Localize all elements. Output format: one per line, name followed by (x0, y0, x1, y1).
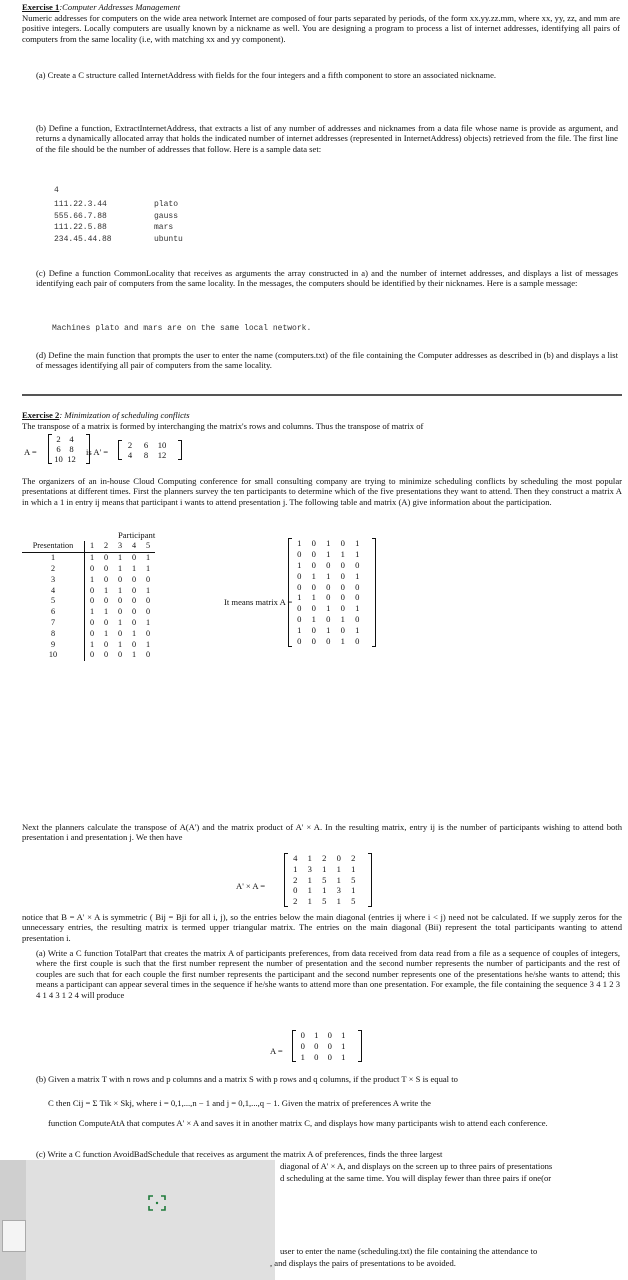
table-cell: 1 (131, 563, 137, 573)
matrix-cell: 0 (326, 581, 331, 592)
table-cell: 0 (103, 650, 109, 660)
table-cell: 0 (85, 628, 100, 639)
table-cell: 0 (145, 650, 151, 660)
table-row-label: 8 (50, 628, 56, 638)
matrix-cell: 10 (54, 454, 63, 464)
table-column-header: 4 (127, 541, 141, 552)
table-cell: 0 (117, 607, 123, 617)
matrix-row (122, 450, 178, 460)
table-cell: 1 (145, 585, 151, 595)
matrix-a-transpose-example (118, 440, 182, 460)
table-cell: 0 (145, 607, 151, 617)
table-row-label: 10 (48, 650, 58, 660)
matrix-cell: 1 (322, 863, 327, 874)
matrix-row (288, 864, 368, 875)
matrix-cell: 0 (327, 1051, 332, 1062)
matrix-row (288, 896, 368, 907)
notice-paragraph: notice that B = A' × A is symmetric ( Bij = Bji for all i, j), so the entries below the main diagonal (entries ij where i < j) need not be calculated. If we supply zeros for the unnecessary entries, the resulting matrix is termed upper triangular matrix. The entries on the main diagonal (Bii) represent the total participants wanting to attend presentation i. (22, 912, 622, 943)
matrix-row (292, 560, 372, 571)
participation-table (22, 541, 155, 661)
matrix-cell: 1 (307, 896, 312, 907)
table-cell: 0 (131, 617, 137, 627)
matrix-cell: 0 (311, 538, 316, 548)
table-header-presentation: Presentation (22, 541, 85, 552)
organizers-paragraph: The organizers of an in-house Cloud Computing conference for small consulting company are trying to minimize scheduling conflicts by scheduling the most popular presentations at different times. First the planners survey the ten participants to determine which of the five presentations they want to attend. Then they construct a matrix A in which a 1 in entry ij means that participant i wants to attend presentation j. The following table and matrix (A) give information about the participation. (22, 476, 622, 507)
table-row-label: 9 (50, 639, 56, 649)
matrix-cell: 4 (69, 434, 74, 444)
matrix-cell: 0 (311, 603, 316, 614)
table-cell: 1 (117, 617, 123, 627)
table-cell: 0 (85, 585, 100, 596)
matrix-cell: 1 (314, 1030, 319, 1040)
scanner-panel (0, 1160, 275, 1280)
matrix-cell: 0 (340, 625, 345, 636)
table-cell: 0 (103, 617, 109, 627)
exercise-1-part-c: (c) Define a function CommonLocality that receives as arguments the array constructed in a) and the number of internet addresses, and displays a list of messages identifying each pair of computers from the same locality. In the messages, the computers should be identified by their nicknames. Here is a sample message: (36, 268, 618, 289)
table-row (22, 639, 155, 650)
transpose-intro: The transpose of a matrix is formed by interchanging the matrix's rows and columns. Thus the transpose of matrix of (22, 421, 424, 431)
matrix-cell: 12 (67, 454, 76, 464)
table-row (22, 628, 155, 639)
exercise-1-title: Exercise 1:Computer Addresses Management (22, 2, 181, 12)
exercise-1-part-b: (b) Define a function, ExtractInternetAddress, that extracts a list of any number of addresses and nicknames from a data file whose name is provide as argument, and returns a dynamically allocated array that holds the indicated number of internet addresses (represented in InternetAddress) objects) retrieved from the file. The first line of the file should be the number of addresses that follow. Here is a sample data set: (36, 123, 618, 154)
participant-header: Participant (118, 530, 156, 540)
matrix-cell: 1 (341, 1051, 346, 1062)
matrix-cell: 0 (340, 570, 345, 581)
table-cell: 0 (117, 650, 123, 660)
matrix-cell: 0 (300, 1030, 305, 1040)
exercise-2-part-d-line2: , and displays the pairs of presentations to be avoided. (270, 1258, 456, 1268)
matrix-cell: 1 (336, 896, 341, 907)
matrix-cell: 2 (293, 874, 298, 885)
table-cell: 1 (131, 650, 137, 660)
matrix-cell: 0 (311, 636, 316, 647)
matrix-cell: 0 (297, 614, 302, 625)
table-cell: 0 (131, 639, 137, 649)
matrix-cell: 0 (340, 538, 345, 548)
small-matrix-label: A = (270, 1046, 283, 1056)
matrix-cell: 1 (340, 636, 345, 647)
matrix-cell: 1 (326, 603, 331, 614)
table-cell: 0 (85, 650, 100, 661)
matrix-cell: 0 (326, 614, 331, 625)
matrix-cell: 1 (307, 885, 312, 896)
matrix-cell: 0 (326, 592, 331, 603)
matrix-cell: 1 (341, 1040, 346, 1051)
matrix-row (122, 440, 178, 450)
table-cell: 0 (103, 574, 109, 584)
table-cell: 0 (131, 553, 137, 563)
exercise-1-part-a: (a) Create a C structure called InternetAddress with fields for the four integers and a fifth component to store an associated nickname. (36, 70, 497, 80)
sample-nickname: ubuntu (154, 234, 183, 244)
matrix-cell: 0 (293, 885, 298, 896)
table-row (22, 552, 155, 563)
matrix-row (292, 571, 372, 582)
matrix-cell: 12 (157, 450, 167, 460)
matrix-cell: 2 (127, 440, 133, 450)
matrix-cell: 0 (300, 1040, 305, 1051)
table-row-label: 7 (50, 617, 56, 627)
table-row-label: 3 (50, 574, 56, 584)
matrix-cell: 4 (127, 450, 133, 460)
matrix-a-example (48, 434, 90, 464)
matrix-cell: 0 (297, 603, 302, 614)
exercise-1-intro: Numeric addresses for computers on the wide area network Internet are composed of four parts separated by periods, of the form xx.yy.zz.mm, where xx, yy, zz, and mm are positive integers. Locally computers are usually known by a nickname as well. You are designing a program to process a list of internet addresses, identifying all pairs of computers from the same locality (i.e, with matching xx and yy component). (22, 13, 620, 44)
exercise-2-part-c-line1: (c) Write a C function AvoidBadSchedule that receives as argument the matrix A of preferences, finds the three largest (36, 1149, 443, 1159)
table-row-label: 2 (50, 563, 56, 573)
matrix-cell: 0 (340, 581, 345, 592)
matrix-cell: 5 (351, 896, 356, 907)
sample-count: 4 (54, 186, 59, 195)
matrix-row (52, 454, 86, 464)
matrix-cell: 1 (297, 559, 302, 570)
matrix-cell: 1 (351, 863, 356, 874)
matrix-row (288, 885, 368, 896)
scan-frame-icon[interactable] (148, 1195, 166, 1211)
exercise-2-part-c-line2: diagonal of A' × A, and displays on the screen up to three pairs of presentations (280, 1161, 553, 1171)
matrix-cell: 1 (336, 863, 341, 874)
matrix-cell: 1 (311, 614, 316, 625)
table-row-label: 1 (50, 553, 56, 563)
next-paragraph: Next the planners calculate the transpose of A(A') and the matrix product of A' × A. In the resulting matrix, entry ij is the number of participants wishing to attend both presentation i and presentation j. We then have (22, 822, 622, 843)
matrix-cell: 1 (297, 625, 302, 636)
table-cell: 1 (103, 607, 109, 617)
matrix-cell: 0 (340, 603, 345, 614)
table-cell: 1 (85, 574, 100, 585)
matrix-row (292, 603, 372, 614)
table-row-label: 5 (50, 596, 56, 606)
matrix-cell: 8 (69, 444, 74, 454)
table-cell: 0 (131, 607, 137, 617)
table-row (22, 574, 155, 585)
matrix-cell: 0 (311, 559, 316, 570)
sample-data-list (54, 200, 274, 246)
table-column-header: 3 (113, 541, 127, 552)
table-cell: 1 (85, 552, 100, 563)
matrix-row (292, 636, 372, 647)
product-matrix (284, 853, 372, 907)
matrix-cell: 1 (297, 538, 302, 548)
sample-ip: 234.45.44.88 (54, 234, 112, 244)
matrix-cell: 1 (351, 885, 356, 896)
matrix-cell: 1 (326, 548, 331, 559)
matrix-cell: 0 (311, 625, 316, 636)
sample-message: Machines plato and mars are on the same local network. (52, 324, 312, 333)
transpose-label: is A' = (86, 447, 109, 457)
table-cell: 0 (117, 628, 123, 638)
matrix-cell: 1 (355, 538, 360, 548)
matrix-cell: 0 (340, 559, 345, 570)
matrix-cell: 0 (314, 1051, 319, 1062)
matrix-cell: 1 (326, 625, 331, 636)
matrix-row (292, 549, 372, 560)
matrix-row (288, 875, 368, 886)
exercise-2-part-b-line3: function ComputeAtA that computes A' × A and saves it in another matrix C, and displays how many participants wish to attend each conference. (48, 1118, 548, 1128)
small-matrix-a (292, 1030, 362, 1062)
table-cell: 1 (145, 617, 151, 627)
matrix-cell: 0 (297, 548, 302, 559)
matrix-cell: 3 (336, 885, 341, 896)
matrix-cell: 1 (355, 570, 360, 581)
table-cell: 0 (103, 553, 109, 563)
table-cell: 1 (85, 607, 100, 618)
matrix-cell: 1 (322, 885, 327, 896)
exercise-2-part-b-line1: (b) Given a matrix T with n rows and p columns and a matrix S with p rows and q columns, if the product T × S is equal to (36, 1074, 458, 1084)
matrix-row (292, 614, 372, 625)
matrix-cell: 4 (293, 853, 298, 863)
matrix-row (296, 1052, 358, 1063)
sample-ip: 111.22.3.44 (54, 200, 107, 209)
table-cell: 0 (103, 596, 109, 606)
matrix-cell: 5 (322, 874, 327, 885)
matrix-row (292, 538, 372, 549)
table-cell: 0 (85, 618, 100, 629)
sample-data-row (54, 200, 274, 212)
matrix-cell: 1 (326, 570, 331, 581)
exercise-2-part-d-line1: user to enter the name (scheduling.txt) the file containing the attendance to (280, 1246, 538, 1256)
table-cell: 1 (145, 563, 151, 573)
sample-nickname: gauss (154, 211, 179, 221)
matrix-cell: 0 (327, 1030, 332, 1040)
sample-ip: 555.66.7.88 (54, 211, 107, 221)
matrix-cell: 1 (293, 863, 298, 874)
matrix-cell: 0 (355, 559, 360, 570)
exercise-2-part-b-line2: C then Cij = Σ Tik × Skj, where i = 0,1,...,n − 1 and j = 0,1,...,q − 1. Given the matrix of preferences A write the (48, 1098, 431, 1108)
table-column-header: 5 (141, 541, 155, 552)
matrix-cell: 3 (307, 863, 312, 874)
table-cell: 0 (131, 585, 137, 595)
matrix-cell: 1 (355, 548, 360, 559)
table-row (22, 596, 155, 607)
matrix-a-label: A = (24, 447, 37, 457)
sample-data-row (54, 235, 274, 247)
table-row (22, 564, 155, 575)
matrix-cell: 0 (326, 559, 331, 570)
matrix-cell: 1 (355, 625, 360, 636)
table-cell: 1 (131, 628, 137, 638)
product-label: A' × A = (236, 881, 266, 891)
matrix-row (292, 592, 372, 603)
matrix-cell: 1 (336, 874, 341, 885)
matrix-cell: 0 (311, 581, 316, 592)
matrix-row (296, 1030, 358, 1041)
sample-nickname: plato (154, 200, 179, 209)
matrix-row (292, 582, 372, 593)
table-cell: 1 (117, 553, 123, 563)
participation-matrix-a (288, 538, 376, 647)
matrix-cell: 0 (314, 1040, 319, 1051)
matrix-row (52, 434, 86, 444)
matrix-cell: 5 (351, 874, 356, 885)
matrix-cell: 1 (355, 603, 360, 614)
table-cell: 1 (117, 585, 123, 595)
matrix-row (52, 444, 86, 454)
table-cell: 0 (117, 596, 123, 606)
matrix-cell: 6 (56, 444, 61, 454)
sample-data-row (54, 223, 274, 235)
matrix-row (288, 853, 368, 864)
matrix-cell: 0 (327, 1040, 332, 1051)
table-row-label: 6 (50, 607, 56, 617)
matrix-cell: 0 (297, 636, 302, 647)
matrix-cell: 5 (322, 896, 327, 907)
table-cell: 1 (85, 639, 100, 650)
section-divider (22, 394, 622, 396)
matrix-cell: 10 (157, 440, 167, 450)
table-cell: 0 (117, 574, 123, 584)
matrix-cell: 2 (351, 853, 356, 863)
matrix-cell: 0 (311, 548, 316, 559)
table-cell: 1 (103, 585, 109, 595)
table-column-header: 1 (85, 541, 100, 552)
exercise-2-part-a: (a) Write a C function TotalPart that creates the matrix A of participants preferences, from data received from data read from a file as a sequence of couples of integers, where the first couple is such that the first number represent the number of presentation and the second number represents the number of participants and the rest of couples are such that for each couple the first number represents the participant and the second number represents one of the presentations he/she wants to attend; this means a participant can appear several times in the sequence if he/she wants to attend more than one presentation. For example, the file containing the sequence 3 4 1 2 3 4 1 4 3 1 2 4 will produce (36, 948, 620, 1000)
matrix-cell: 1 (311, 570, 316, 581)
exercise-2-title: Exercise 2: Minimization of scheduling conflicts (22, 410, 190, 420)
table-row (22, 607, 155, 618)
table-cell: 1 (103, 628, 109, 638)
table-row-label: 4 (50, 585, 56, 595)
table-cell: 0 (131, 596, 137, 606)
table-cell: 0 (85, 596, 100, 607)
table-cell: 1 (145, 553, 151, 563)
matrix-cell: 1 (340, 548, 345, 559)
table-cell: 0 (145, 628, 151, 638)
matrix-cell: 0 (336, 853, 341, 863)
matrix-cell: 0 (340, 592, 345, 603)
matrix-cell: 0 (355, 614, 360, 625)
table-cell: 0 (131, 574, 137, 584)
matrix-cell: 1 (307, 853, 312, 863)
table-cell: 1 (117, 563, 123, 573)
matrix-cell: 0 (355, 581, 360, 592)
table-row (22, 618, 155, 629)
matrix-row (296, 1041, 358, 1052)
matrix-cell: 0 (355, 636, 360, 647)
exercise-1-part-d: (d) Define the main function that prompts the user to enter the name (computers.txt) of the file containing the Computer addresses as described in (b) and displays a list of messages identifying all pair of computers from the same locality. (36, 350, 618, 371)
table-cell: 0 (103, 639, 109, 649)
table-cell: 0 (103, 563, 109, 573)
matrix-cell: 2 (56, 434, 61, 444)
matrix-cell: 8 (143, 450, 149, 460)
table-cell: 1 (117, 639, 123, 649)
matrix-cell: 0 (355, 592, 360, 603)
table-row (22, 650, 155, 661)
table-column-header: 2 (99, 541, 113, 552)
matrix-cell: 6 (143, 440, 149, 450)
matrix-cell: 2 (293, 896, 298, 907)
matrix-row (292, 625, 372, 636)
matrix-cell: 1 (297, 592, 302, 603)
matrix-cell: 1 (326, 538, 331, 548)
matrix-cell: 1 (341, 1030, 346, 1040)
matrix-cell: 1 (307, 874, 312, 885)
table-row (22, 585, 155, 596)
matrix-cell: 0 (297, 581, 302, 592)
table-cell: 0 (145, 596, 151, 606)
sample-data-row (54, 212, 274, 224)
page-thumbnail[interactable] (2, 1220, 26, 1252)
sample-nickname: mars (154, 223, 174, 232)
matrix-cell: 0 (326, 636, 331, 647)
exercise-2-part-c-line3: d scheduling at the same time. You will display fewer than three pairs if one(or (280, 1173, 552, 1183)
table-cell: 1 (145, 639, 151, 649)
table-cell: 0 (145, 574, 151, 584)
matrix-cell: 1 (311, 592, 316, 603)
matrix-cell: 2 (322, 853, 327, 863)
matrix-a-means-label: It means matrix A = (224, 597, 293, 607)
matrix-cell: 1 (300, 1051, 305, 1062)
sample-ip: 111.22.5.88 (54, 223, 107, 232)
table-cell: 0 (85, 564, 100, 575)
matrix-cell: 1 (340, 614, 345, 625)
matrix-cell: 0 (297, 570, 302, 581)
